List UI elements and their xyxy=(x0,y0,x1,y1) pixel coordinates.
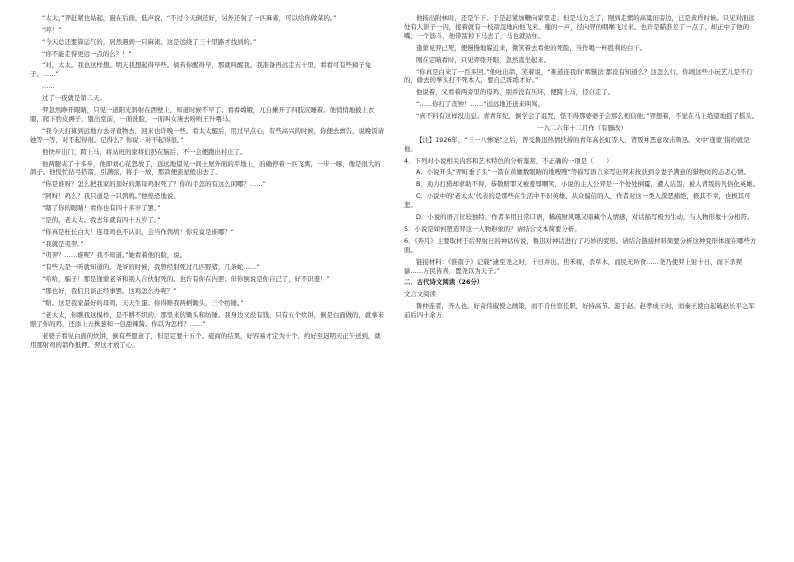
paragraph: “瞎了你的眼睛！看你也有四十多岁了罢。” xyxy=(42,204,161,213)
date-line: 一九二六年十二月作（有删改） xyxy=(537,123,627,132)
ellipsis-separator: …… xyxy=(42,82,55,91)
paragraph: 他扬出附林时，还是午下。于是赶紧加鞭向家里走；但是马力乏了，刚到走惯的高粱田旁边，已是黄昏时候。只见对面远处有人影子一闪，接着就有一枝箭忽地向他飞来。嗤的一声，径向羿的咽喉飞过来。也许是瞄准差了一点了，却正中了他的嘴；一个筋斗，他带箭掉下马去了，马也就站住。 xyxy=(404,14,755,40)
paragraph: 羿忽然睁开眼睛，只见一道阳光斜射在西壁上，知道时候不早了；看看嫦娥，兀自摊开了四肢沉睡着。他悄悄地披上衣服，爬下豹皮褥子，躄出堂前，一面洗脸，一面叫女庚去吩咐王升喂马。 xyxy=(30,105,375,123)
paragraph: 鲁仲连者，齐人也。好奇伟俶傥之画策，而不肯仕宦任职，好持高节。游于赵。赵孝成王时，而秦王使白起破赵长平之军前后四十余万 xyxy=(404,302,755,320)
paragraph: “你是谁呀？怎么把我家的顶好的黑母鸡射死了？你的手怎的有这么闲哪？……” xyxy=(42,180,266,189)
paragraph: 他快步出门，跨上马，将站班的家将们扔在脑后，不一会便跑出村庄了。 xyxy=(42,147,247,156)
paragraph: “那也好，我们且谈正经事罢。这鸡怎么办呢？” xyxy=(42,287,177,296)
note: 【注】1926年，“三一八惨案”之后，曾受鲁迅热情扶持的青年高长虹等人，背叛并恶意攻击鲁迅。文中‘逢蒙’指的就是他。 xyxy=(404,135,750,153)
paragraph: “对。太太。我也这样想。明天我想起得早些。倘若你醒得早，那就叫醒我。我准备再远走五十里，看看可有些獐子兔子。……” xyxy=(30,61,372,79)
paragraph: 逢蒙见羿已死，便慢慢地躲近来，微笑着去看他的死脸，当作喝一杯胜利的白干。 xyxy=(416,43,647,52)
paragraph: “真不料有这样没出息。青青年纪，倒学会了诅咒，怪不得那婆婆子会那么相信他。”羿想着，不觉在马上绝望地摇了摇头。 xyxy=(416,112,759,121)
right-column xyxy=(404,14,760,323)
paragraph: “夷羿？……谁呢？我不知道。”她看着他的脸，说。 xyxy=(42,251,187,260)
paragraph: “哈哈，骗子！那是逢蒙老爷和别人合伙射死的。也许有你在内罢；但你倒说是你自己了，好不识羞！” xyxy=(42,275,330,284)
paragraph: “我就是夷羿。” xyxy=(42,239,84,248)
paragraph: 过了一夜就是第二天。 xyxy=(42,94,106,103)
paragraph: “是的。老太太。我去年就有四十五岁了。” xyxy=(42,215,161,224)
question-4: 4．下列对小说相关内容和艺术特色的分析鉴赏，不正确的一项是（ ） xyxy=(404,156,613,165)
paragraph: “今天总还要算运气的，居然遇到一只麻雀。这是远绕了三十里路才找到的。” xyxy=(42,37,257,46)
paragraph: “有些人是一听就知道的。尧爷的时候，我曾经射死过几匹野猪，几条蛇……” xyxy=(42,263,260,272)
paragraph: “太太，”羿赶紧也姑起，厨在后面，低声说，“不过今天倒还好，另外还射了一匹麻雀，可以给你做菜的。” xyxy=(42,14,337,22)
paragraph: “哼！” xyxy=(42,25,62,34)
paragraph: “你不能走得更远一点的么？！” xyxy=(42,49,132,58)
paragraph: “……你打了丧钟！……”远远地还送来叫骂。 xyxy=(416,100,545,109)
paragraph: “赔。这是我家最好的母鸡，天天生蛋。你得赔我两柄锄头，三个纺锤。” xyxy=(42,298,244,307)
paragraph: “你真是白来了一百多回。”他吐出箭，笑着说，“难道连我的‘啮镞法’都没有知道么？这怎么行。你闹这些小玩艺儿是不行的，偷去的拳头打不死本人，要自己练练才好。” xyxy=(404,67,753,85)
question-6: 6．《奔月》主要取材于后羿射日的神话传说，鲁迅对神话进行了巧妙的变形。请结合链接材料简要分析这种变形体现在哪些方面。 xyxy=(404,236,757,254)
paragraph: 刚在定睛看时，只见羿张开眼，忽然直坐起来。 xyxy=(416,55,551,64)
link-material: 链接材料：《淮南子》记载“逮至尧之时，十日并出。焦禾稼，杀草木，而民无所食……尧乃使羿上射十日，而下杀猰貐……万民皆喜，置尧以为天子。” xyxy=(404,257,743,275)
paragraph: 他两腿夹了十多步，他即刘心花怒放了，远远地望见一间土屋外面的平地上，的确停着一匹飞禽，一步一啄，像是很大的鸽子。他慌忙拈弓搭箭，引满弦，将手一放，那箭便流星般出去了。 xyxy=(30,159,381,177)
option-b: B．劝力打猎却求助不得，恭敬赔罪又被羞辱嘲笑，小说的主人公羿是一个处处倒霉，遭人诘怨、被人背叛的凡俗化英雄。 xyxy=(416,180,760,189)
option-d: D．小说的语言比较独特，作者多用日常口语，稀疏财风趣又暗藏个人情感，对话描写极为生动，与人物形象十分相符。 xyxy=(416,213,754,222)
question-5: 5．小说是如何塑造羿这一人物形象的？请结合文本简要分析。 xyxy=(404,224,581,233)
paragraph: “我今天打算到远地方去寻食物去，回来也许晚一些。看太太醒后，用过早点心，有些高兴的时候，你便去禀告，说晚饭请她等一等，对不起得很。记得么？你说：对不起得很。” xyxy=(30,126,385,144)
option-c: C．小说中的‘老太太’代表的是那些在生活中不识英雄、从众偏信的人，作者对这一类人深恶痛绝，极其不幸，也极其可悲。 xyxy=(404,192,751,210)
paragraph: “老太太，你瞧我这模样，是不耕不织的，那里来的锄头和纺锤。我身边又没有钱，只有五个炊饼，倒是白面做的，就拿来赔了你的鸡，还添上五株葱和一包甜辣酱。你以为怎样？……” xyxy=(30,310,385,328)
left-column xyxy=(30,14,386,352)
paragraph: 老婆子看见白面的炊饼，倒有些愿意了，但是定要十五个。磋商的结果，好容易才定为十个，约好至迟明天正午送到，就用那射鸡的箭作抵押。羿这才放了心。 xyxy=(30,331,381,349)
paragraph: 他说着，又看着两旁里的母鸡，别并没有压坏，便跨上马，径自走了。 xyxy=(416,88,615,97)
subsection-heading: 文言文阅读 xyxy=(404,290,436,299)
section-heading: 二．古代诗文阅读（26分） xyxy=(404,278,484,287)
paragraph: “阿呀！鸡么？我只道是一只鹁鸪。”他惶恐地说。 xyxy=(42,192,180,201)
paragraph: “你真是枉长白大！连母鸡也不认识，会当作鹁鸪！你究竟是谁哪？” xyxy=(42,227,234,236)
option-a: A．小说开头“羿町垂了头”一箭在黄麈数眼睛的地嗖嗖“等描写语言来写出羿未按获到令妻子满意的猎物时的忐忑心情。 xyxy=(416,168,750,177)
